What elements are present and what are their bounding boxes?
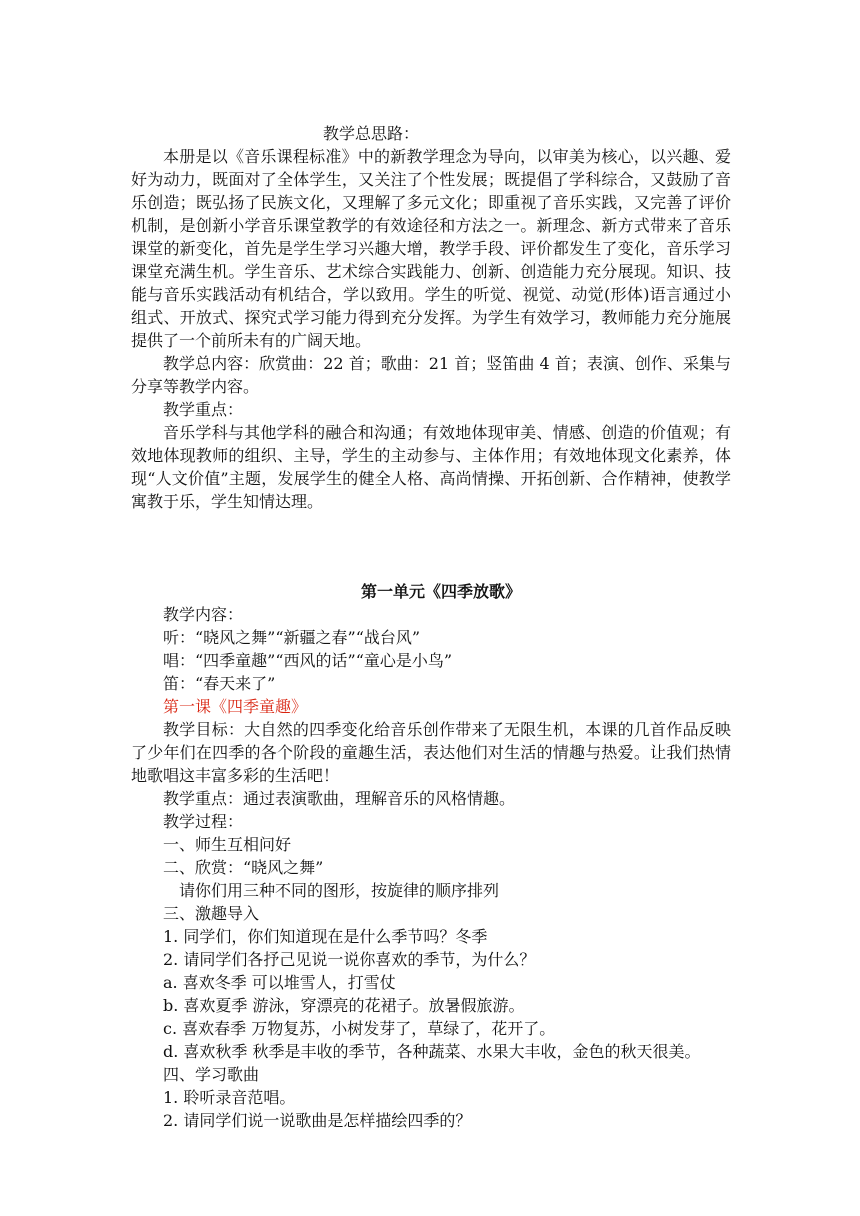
document-page	[131, 122, 731, 1132]
unit-flute-line: 笛：“春天来了”	[163, 674, 276, 693]
lesson-process-label: 教学过程：	[163, 812, 244, 831]
process-step: 一、师生互相问好	[163, 835, 292, 854]
lesson-key-point: 教学重点：通过表演歌曲，理解音乐的风格情趣。	[163, 789, 516, 808]
overview-paragraph: 本册是以《音乐课程标准》中的新教学理念为导向，以审美为核心，以兴趣、爱好为动力，既面对了全体学生，又关注了个性发展；既提倡了学科综合，又鼓励了音乐创造；既弘扬了民族文化，又理解了多元文化；即重视了音乐实践，又完善了评价机制，是创新小学音乐课堂教学的有效途径和方法之一。新理念、新方式带来了音乐课堂的新变化，首先是学生学习兴趣大增，教学手段、评价都发生了变化，音乐学习课堂充满生机。学生音乐、艺术综合实践能力、创新、创造能力充分展现。知识、技能与音乐实践活动有机结合，学以致用。学生的听觉、视觉、动觉(形体)语言通过小组式、开放式、探究式学习能力得到充分发挥。为学生有效学习，教师能力充分施展提供了一个前所未有的广阔天地。	[131, 147, 731, 350]
process-step: 2. 请同学们说一说歌曲是怎样描绘四季的？	[163, 1111, 472, 1130]
process-step: 2. 请同学们各抒己见说一说你喜欢的季节，为什么？	[163, 950, 536, 969]
unit-listen-line: 听：“晓风之舞”“新疆之春”“战台风”	[163, 628, 421, 647]
process-step: 1. 聆听录音范唱。	[163, 1088, 296, 1107]
content-summary: 教学总内容：欣赏曲：22 首；歌曲：21 首；竖笛曲 4 首；表演、创作、采集与分享等教学内容。	[131, 354, 731, 396]
process-step: 三、激趣导入	[163, 904, 260, 923]
key-points-paragraph: 音乐学科与其他学科的融合和沟通；有效地体现审美、情感、创造的价值观；有效地体现教师的组织、主导，学生的主动参与、主体作用；有效地体现文化素养，体现“人文价值”主题，发展学生的健全人格、高尚情操、开拓创新、合作精神，使教学寓教于乐，学生知情达理。	[131, 423, 731, 511]
key-points-label: 教学重点：	[163, 400, 244, 419]
process-step: d. 喜欢秋季 秋季是丰收的季节，各种蔬菜、水果大丰收，金色的秋天很美。	[163, 1042, 701, 1061]
overview-heading: 教学总思路：	[323, 124, 420, 143]
process-step: 四、学习歌曲	[163, 1065, 260, 1084]
lesson-title: 第一课《四季童趣》	[163, 697, 308, 716]
unit-title: 第一单元《四季放歌》	[360, 582, 521, 601]
unit-sing-line: 唱：“四季童趣”“西风的话”“童心是小鸟”	[163, 651, 453, 670]
lesson-goal: 教学目标：大自然的四季变化给音乐创作带来了无限生机，本课的几首作品反映了少年们在四季的各个阶段的童趣生活，表达他们对生活的情趣与热爱。让我们热情地歌唱这丰富多彩的生活吧！	[131, 720, 731, 785]
unit-content-label: 教学内容：	[163, 605, 244, 624]
process-step: 1. 同学们，你们知道现在是什么季节吗？冬季	[163, 927, 488, 946]
process-step: 请你们用三种不同的图形，按旋律的顺序排列	[179, 881, 500, 900]
process-step: c. 喜欢春季 万物复苏，小树发芽了，草绿了，花开了。	[163, 1019, 556, 1038]
process-step: a. 喜欢冬季 可以堆雪人，打雪仗	[163, 973, 396, 992]
process-step: b. 喜欢夏季 游泳，穿漂亮的花裙子。放暑假旅游。	[163, 996, 525, 1015]
process-step: 二、欣赏：“晓风之舞”	[163, 858, 324, 877]
